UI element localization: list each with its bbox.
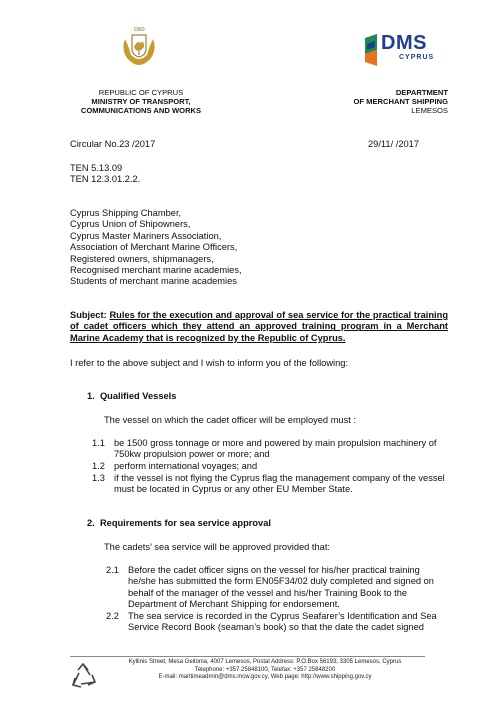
list-item-number: 1.1	[92, 438, 105, 448]
recycle-icon	[68, 661, 98, 691]
subject-text: Rules for the execution and approval of sea service for the practical training of cadet officers which they attend an approved training program in a Merchant Marine Academy that is recognized by the Republic of Cyprus.	[70, 310, 448, 343]
recipient-2: Cyprus Union of Shipowners,	[70, 219, 191, 230]
department-line-3: LEMESOS	[411, 106, 448, 115]
dms-logo	[363, 30, 443, 70]
ministry-line-2: MINISTRY OF TRANSPORT,	[91, 97, 191, 106]
circular-number: Circular No.23 /2017	[70, 139, 156, 149]
footer-line-3: E-mail: maritimeadmin@dms.mcw.gov.cy, Web page: http://www.shipping.gov.cy	[158, 674, 372, 681]
footer-address	[100, 659, 430, 682]
reference-list	[70, 163, 140, 186]
list-item-1-3	[92, 473, 448, 496]
section-1-lead: The vessel on which the cadet officer will be employed must :	[104, 415, 357, 425]
list-item-2-1	[106, 565, 448, 611]
footer-line-1: Kyllinis Street, Mesa Geitonia, 4007 Lemesos, Postal Address: P.O.Box 56193, 3305 Lemesos, Cyprus	[128, 659, 402, 665]
reference-1: TEN 5.13.09	[70, 163, 123, 173]
list-item-text: if the vessel is not flying the Cyprus flag the management company of the vessel must be located in Cyprus or any other EU Member State.	[114, 473, 445, 495]
department-line-2: OF MERCHANT SHIPPING	[353, 97, 448, 106]
subject-paragraph	[70, 310, 448, 344]
section-1-number: 1.	[87, 391, 95, 401]
cyprus-emblem-icon	[117, 25, 161, 69]
recipient-4: Association of Merchant Marine Officers,	[70, 242, 238, 253]
section-2-number: 2.	[87, 518, 95, 528]
ministry-block	[62, 88, 220, 115]
department-line-1: DEPARTMENT	[395, 88, 448, 97]
intro-paragraph: I refer to the above subject and I wish to inform you of the following:	[70, 358, 349, 368]
recipient-list	[70, 208, 242, 288]
reference-2: TEN 12.3.01.2.2.	[70, 174, 141, 185]
section-1-heading	[87, 391, 176, 402]
recipient-6: Recognised merchant marine academies,	[70, 265, 242, 276]
list-item-number: 2.1	[106, 565, 119, 575]
svg-text:1960: 1960	[133, 27, 145, 33]
list-item-text: perform international voyages; and	[114, 461, 258, 471]
list-item-text: The sea service is recorded in the Cyprus Seafarer’s Identification and Sea Service Record Book (seaman’s book) so that the date the cadet signed	[128, 611, 437, 633]
list-item-number: 1.2	[92, 461, 105, 471]
recipient-3: Cyprus Master Mariners Association,	[70, 230, 222, 241]
section-1-title: Qualified Vessels	[99, 391, 177, 401]
list-item-1-2	[92, 461, 448, 472]
recipient-7: Students of merchant marine academies	[70, 276, 237, 287]
circular-date: 29/11/ /2017	[368, 139, 420, 149]
list-item-1-1	[92, 438, 448, 461]
footer-divider	[70, 656, 425, 657]
dms-logo-text: DMS	[381, 32, 427, 54]
recipient-1: Cyprus Shipping Chamber,	[70, 208, 182, 218]
list-item-text: be 1500 gross tonnage or more and powered by main propulsion machinery of 750kw propulsion power or more; and	[114, 438, 437, 460]
dms-logo-subtext: CYPRUS	[399, 54, 435, 61]
recipient-5: Registered owners, shipmanagers,	[70, 253, 214, 264]
list-item-2-2	[106, 611, 448, 634]
list-item-number: 1.3	[92, 473, 105, 483]
section-2-title: Requirements for sea service approval	[99, 518, 271, 528]
footer-line-2: Telephone: +357 25848100, Telefax: +357 25848200	[194, 666, 336, 673]
subject-label: Subject:	[70, 310, 107, 320]
section-2-heading	[87, 518, 271, 529]
list-item-number: 2.2	[106, 611, 119, 621]
ministry-line-1: REPUBLIC OF CYPRUS	[98, 88, 184, 97]
section-2-lead: The cadets’ sea service will be approved provided that:	[104, 542, 331, 552]
ministry-line-3: COMMUNICATIONS AND WORKS	[80, 106, 202, 115]
list-item-text: Before the cadet officer signs on the vessel for his/her practical training he/she has submitted the form EN05F34/02 duly completed and signed on behalf of the manager of the vessel and his/her Training Book to the Department of Merchant Shipping for endorsement.	[128, 565, 434, 610]
department-block	[290, 88, 448, 115]
